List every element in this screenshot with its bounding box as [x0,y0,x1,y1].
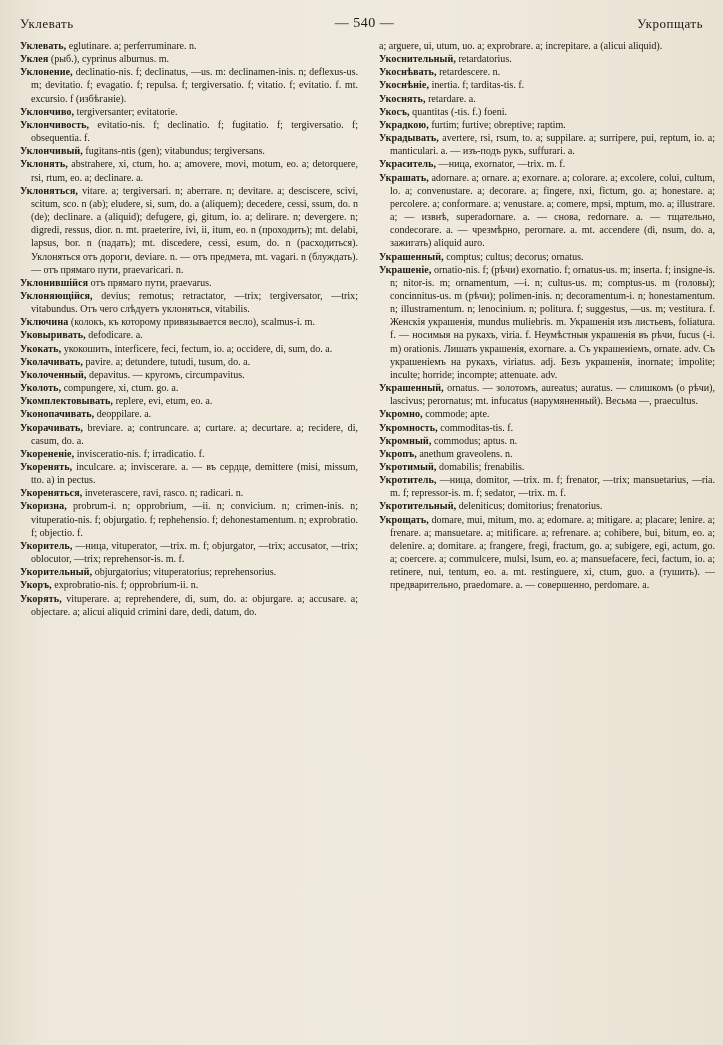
entry-headword: Уколоченный, [20,369,87,381]
entry-definition: evitatio-nis. f; declinatio. f; fugitatio. f; tergiversatio. f; obsequentia. f. [31,119,358,145]
entry-definition: —ница, vituperator, —trix. m. f; objurgator, —trix; accusator, —trix; oblocutor, —trix; reprehensor-is. m. f. [31,540,358,566]
entry-headword: Уклоняющійся, [20,290,93,302]
entry-definition: furtim; furtive; obreptive; raptim. [428,119,566,131]
entry-headword: Укорительный, [20,567,93,579]
entry-definition: pavire. a; detundere, tutudi, tusum, do. a. [82,356,251,368]
dictionary-entry [20,277,358,290]
dictionary-entry [379,106,715,119]
entry-definition: defodicare. a. [85,330,143,342]
entry-headword: Уклончиво, [20,106,75,118]
dictionary-entry [20,540,358,566]
dictionary-entry [20,145,358,158]
dictionary-entry [20,53,358,66]
entry-definition: inveterascere, ravi, rasco. n; radicari. n. [82,488,244,500]
dictionary-entry [20,566,358,579]
entry-headword: Уклонять, [20,159,68,171]
entry-definition: eglutinare. a; perferruminare. n. [66,41,197,52]
dictionary-entry [20,500,358,539]
entry-headword: Украшеніе, [379,264,432,276]
entry-headword: Укоснительный, [379,54,456,66]
entry-headword: Уклончивость, [20,119,90,131]
dictionary-entry [379,172,715,251]
entry-headword: Уклонение, [20,67,73,79]
entry-headword: Укоснять, [379,93,426,105]
entry-definition: ornatio-nis. f; (рѣчи) exornatio. f; ornatus-us. m; inserta. f; insigne-is. n; nitor-is. m; ornamentum, —i. n; cultus-us. m; comptus-us. m (головы); concinnitus-us. m (рѣчи); polimen-inis. n; decoramentum-i. n; honestamentum. n; illustramentum. n; lenocinium. n; politura. f; suggestus, —us. m; vestitura. f. Женскія украшенія, mundus muliebris. m. Украшенія изъ листьевъ, foliatura. f. — носимыя на рукахъ, viria. f. Неумѣстныя украшенія въ рѣчи, fucus (-i. m) orationis. Лишать украшенія, exornare. a. Съ украшеніемъ, ornate. adv. Съ украшеніемъ на рукахъ, viriatus. adj. Безъ украшенія, inornate; impolite; inculte; horride; incompte; attenuate. adv. [390,264,715,381]
entry-headword: Уколоть, [20,383,62,395]
entry-definition: inertia. f; tarditas-tis. f. [429,80,525,92]
entry-headword: Укрощать, [379,514,429,526]
dictionary-entry [20,448,358,461]
dictionary-entry [379,461,715,474]
dictionary-entry [20,461,358,487]
entry-definition: depavitus. — кругомъ, circumpavitus. [86,369,245,381]
entry-headword: Уклевать, [20,41,67,52]
dictionary-entry [20,40,358,53]
dictionary-entry [379,251,715,264]
entry-headword: Укоритель, [20,540,73,552]
entry-headword: Уковыривать, [20,330,86,342]
page-number: — 540 — [334,16,395,31]
entry-headword: Уклончивый, [20,146,83,158]
entry-headword: Укорять, [20,593,62,605]
entry-definition: probrum-i. n; opprobrium, —ii. n; convicium. n; crimen-inis. n; vituperatio-nis. f; objurgatio. f; rephehensio. f; dehonestamentum. n; exprobratio. f; objectio. f. [31,501,358,539]
entry-headword: Укоренять, [20,462,73,473]
dictionary-entry [379,66,715,79]
entry-headword: Укорененіе, [20,448,75,460]
entry-definition: vituperare. a; reprehendere, di, sum, do. a: objurgare. a; accusare. a; objectare. a; alicui aliquid crimini dare, dedi, datum, do. [31,593,358,618]
entry-headword: Уклоняться, [20,185,78,197]
entry-headword: Укромный, [379,435,432,447]
right-column [379,40,715,1025]
left-column [20,40,358,1025]
entry-definition: deleniticus; domitorius; frenatorius. [456,501,603,513]
entry-definition: retardescere. n. [436,67,501,79]
entry-definition: отъ прямаго пути, praevarus. [88,277,212,289]
entry-headword: Уклонившійся [20,277,89,289]
dictionary-entry [379,382,715,408]
entry-headword: Уконопачивать, [20,409,95,421]
entry-headword: Уколачивать, [20,356,83,368]
entry-definition: invisceratio-nis. f; irradicatio. f. [74,448,205,460]
entry-definition: —ница, exornator, —trix. m. f. [436,159,566,171]
entry-definition: (колокъ, къ которому привязывается весло), scalmus-i. m. [68,317,315,329]
entry-headword: Укромность, [379,422,438,434]
dictionary-entry [20,487,358,500]
dictionary-entry [379,474,715,500]
dictionary-entry [379,119,715,132]
entry-definition: domabilis; frenabilis. [436,462,525,473]
dictionary-entry [20,343,358,356]
dictionary-entry [20,119,358,145]
entry-definition: a; arguere, ui, utum, uo. a; exprobrare. a; increpitare. a (alicui aliquid). [379,41,663,52]
entry-definition: fugitans-ntis (gen); vitabundus; tergiversans. [82,146,265,158]
entry-definition: —ница, domitor, —trix. m. f; frenator, —trix; mansuetarius, —ria. m. f; repressor-is. m. f; sedator, —trix. m. f. [390,475,715,500]
page-header [20,16,709,38]
entry-definition: objurgatorius; vituperatorius; reprehensorius. [92,567,277,579]
dictionary-entry [379,435,715,448]
dictionary-entry [379,514,715,593]
entry-definition: commodus; aptus. n. [431,435,518,447]
dictionary-entry [20,66,358,105]
header-left-guide-word: Уклевать [20,16,74,31]
dictionary-entry [20,395,358,408]
entry-headword: Укромно, [379,409,423,421]
dictionary-entry [20,158,358,184]
entry-headword: Укротительный, [379,501,457,513]
entry-headword: Украдывать, [379,133,439,145]
dictionary-entry [20,185,358,277]
dictionary-entry [379,132,715,158]
entry-headword: Украшенный, [379,383,444,395]
entry-definition: anethum graveolens. n. [416,448,513,460]
text-columns [20,40,715,1025]
entry-definition: vitare. a; tergiversari. n; aberrare. n; devitare. a; desciscere, scivi, scitum, sco. n (ab); eludere, si, sum, do. a (aliquem); decedere, cessi, ssum, do. n (de); declinare. a (aliquid); defugere, gi, gitum, io. a; delirare. n; devergere. n; digredi, ressus, dior. n. mt. praeterire, ivi, ii, itum, eo. n (проходить); mt. delabi, lapsus, bor. n (падать); mt. discedere, cessi, esum, do. n (расходиться). Уклоняться отъ дороги, deviare. n. — отъ предмета, mt. vagari. n (блуждать). — отъ прямаго пути, praevaricari. n. [31,185,358,276]
entry-definition: quantitas (-tis. f.) foeni. [409,106,508,118]
dictionary-entry [20,356,358,369]
dictionary-entry [20,593,358,619]
entry-headword: Укротимый, [379,462,437,473]
dictionary-entry [20,579,358,592]
entry-definition: ornatus. — золотомъ, aureatus; auratus. — слишкомъ (о рѣчи), lascivus; perornatus; mt. infucatus (нарумяненный). Весьма —, praecultus. [390,383,715,408]
entry-definition: replere, evi, etum, eo. a. [113,396,213,408]
dictionary-entry [20,369,358,382]
entry-headword: Укропъ, [379,448,417,460]
entry-headword: Укоризна, [20,501,67,513]
entry-definition: avertere, rsi, rsum, to. a; suppilare. a; surripere, pui, reptum, io. a; manticulari. a. — изъ-подъ рукъ, suffurari. a. [390,133,715,158]
entry-definition: укокошить, interficere, feci, fectum, io. a; occidere, di, sum, do. a. [61,343,333,355]
dictionary-entry [379,53,715,66]
entry-headword: Укротитель, [379,475,437,487]
entry-headword: Укоснѣніе, [379,80,430,92]
dictionary-entry [379,448,715,461]
dictionary-entry [379,79,715,92]
entry-definition: compungere, xi, ctum. go. a. [61,383,179,395]
entry-definition: inculcare. a; inviscerare. a. — въ сердце, demittere (misi, missum, tto. a) in pectus. [31,462,358,487]
entry-definition: devius; remotus; retractator, —trix; tergiversator, —trix; vitabundus. Отъ чего слѣдуетъ уклоняться, vitabilis. [31,290,358,316]
entry-definition: retardatorius. [455,54,512,66]
dictionary-entry [20,329,358,342]
entry-headword: Укосъ, [379,106,410,118]
entry-definition: deoppilare. a. [94,409,152,421]
entry-definition: commode; apte. [422,409,490,421]
entry-headword: Укореняться, [20,488,83,500]
entry-definition: exprobratio-nis. f; opprobrium-ii. n. [51,580,199,592]
entry-definition: comptus; cultus; decorus; ornatus. [443,251,584,263]
entry-definition: (рыб.), cyprinus alburnus. m. [48,54,170,66]
entry-definition: breviare. a; contruncare. a; curtare. a; decurtare. a; recidere, di, casum, do. a. [31,422,358,447]
entry-headword: Укоръ, [20,580,52,592]
entry-definition: adornare. a; ornare. a; exornare. a; colorare. a; excolere, colui, cultum, lo. a; convenustare. a; decorare. a; fingere, nxi, fictum, go. a; honestare. a; percolere. a; conformare. a; venustare. a; comere, mpsi, mptum, mo. a; illustrare. a; — извнѣ, superadornare. a. — снова, redornare. a. — тщательно, condecorare. a. — чрезмѣрно, perornare. a. mt. accendere (di, nsum, do. a, зажигать) aliquid auro. [390,172,715,250]
entry-headword: Украшенный, [379,251,444,263]
entry-headword: Укомплектовывать, [20,396,114,408]
entry-headword: Украситель, [379,159,437,171]
dictionary-entry [379,264,715,382]
dictionary-entry [379,408,715,421]
entry-definition: commoditas-tis. f. [437,422,514,434]
dictionary-entry [379,93,715,106]
dictionary-entry [20,382,358,395]
entry-headword: Уключина [20,317,69,329]
dictionary-entry [20,316,358,329]
entry-headword: Укоснѣвать, [379,67,437,79]
dictionary-entry [379,40,715,53]
dictionary-entry [379,422,715,435]
entry-headword: Укокать, [20,343,62,355]
entry-definition: retardare. a. [425,93,476,105]
dictionary-entry [20,422,358,448]
header-right-guide-word: Укропщать [637,16,703,31]
entry-definition: tergiversanter; evitatorie. [74,106,178,118]
entry-headword: Уклея [20,54,49,66]
dictionary-entry [20,290,358,316]
dictionary-entry [379,158,715,171]
dictionary-entry [20,106,358,119]
entry-headword: Укорачивать, [20,422,84,434]
entry-definition: abstrahere, xi, ctum, ho. a; amovere, movi, motum, eo. a; detorquere, rsi, rtum, eo. a; declinare. a. [31,159,358,184]
entry-headword: Украдкою, [379,119,429,131]
dictionary-entry [379,500,715,513]
entry-definition: declinatio-nis. f; declinatus, —us. m: declinamen-inis. n; deflexus-us. m; devitatio. f; evagatio. f; repulsa. f; tergiversatio. f; vitatio. f; evitatio. f. mt. excursio. f (избѣганіе). [31,67,358,105]
entry-headword: Украшать, [379,172,429,184]
dictionary-entry [20,408,358,421]
entry-definition: domare, mui, mitum, mo. a; edomare. a; mitigare. a; placare; lenire. a; frenare. a; mansuetare. a; mitificare. a; refrenare. a; cohibere, bui, bitum, eo. a; delenire. a; domitare. a; frangere, fregi, fractum, go. a; subigere, egi, actum, go. a; coercere. a; commulcere, mulsi, lsum, eo. a; mansuefacere, feci, factum, io. a; retinere, nui, tentum, eo. a. mt. restinguere, xi, ctum, guo. a (тушить). — предварительно, praedomare. a. — совершенно, perdomare. a. [390,514,715,592]
